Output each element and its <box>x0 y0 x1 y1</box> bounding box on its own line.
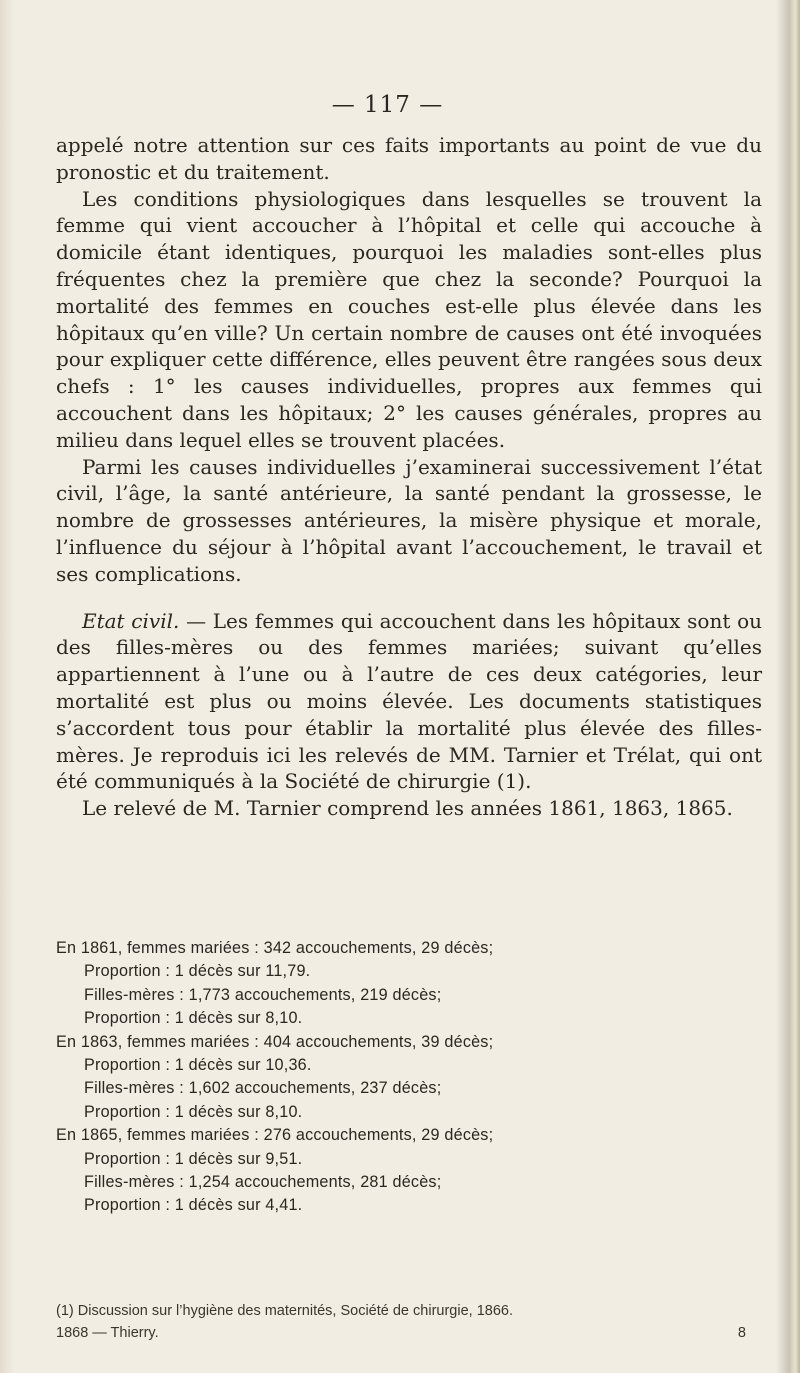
stat-line-1863-mariees: En 1863, femmes mariées : 404 accouchements, 39 décès; <box>56 1032 494 1051</box>
stat-line-proportion: Proportion : 1 décès sur 8,10. <box>84 1009 303 1028</box>
stat-line-1861-mariees: En 1861, femmes mariées : 342 accouchements, 29 décès; <box>56 939 494 957</box>
paragraph-causes-individuelles: Parmi les causes individuelles j’examinerai successivement l’état civil, l’âge, la santé antérieure, la santé pendant la grossesse, le nombre de grossesses antérieures, la misère physique et morale, l’influence du séjour à l’hôpital avant l’accouchement, le travail et ses complications. <box>56 454 762 586</box>
stat-line-filles-meres: Filles-mères : 1,773 accouchements, 219 décès; <box>84 985 442 1004</box>
printer-mark: 1868 — Thierry. <box>56 1325 159 1341</box>
footnote-signature-row <box>56 1322 746 1344</box>
paragraph-etat-civil <box>56 608 762 796</box>
signature-number: 8 <box>737 1325 746 1341</box>
footnote <box>56 1300 756 1344</box>
page-number: — 117 — <box>331 92 444 118</box>
paragraph-continuation: appelé notre attention sur ces faits importants au point de vue du pronostic et du traitement. <box>56 133 762 184</box>
stat-line-filles-meres: Filles-mères : 1,254 accouchements, 281 décès; <box>84 1173 442 1192</box>
stat-line-proportion: Proportion : 1 décès sur 11,79. <box>84 962 311 981</box>
body-text <box>56 132 762 822</box>
footnote-citation: (1) Discussion sur l’hygiène des maternités, Société de chirurgie, 1866. <box>56 1303 513 1319</box>
stat-line-proportion: Proportion : 1 décès sur 10,36. <box>84 1056 312 1075</box>
stat-line-filles-meres: Filles-mères : 1,602 accouchements, 237 décès; <box>84 1079 442 1098</box>
stat-line-1865-mariees: En 1865, femmes mariées : 276 accouchements, 29 décès; <box>56 1126 494 1145</box>
page-edge-shadow <box>776 0 800 1373</box>
paragraph-conditions: Les conditions physiologiques dans lesquelles se trouvent la femme qui vient accoucher à l’hôpital et celle qui accouche à domicile étant identiques, pourquoi les maladies sont-elles plus fréquentes chez la première que chez la seconde? Pourquoi la mortalité des femmes en couches est-elle plus élevée dans les hôpitaux qu’en ville? Un certain nombre de causes ont été invoquées pour expliquer cette différence, elles peuvent être rangées sous deux chefs : 1° les causes individuelles, propres aux femmes qui accouchent dans les hôpitaux; 2° les causes générales, propres au milieu dans lequel elles se trouvent placées. <box>56 186 762 452</box>
section-lead-etat-civil: Etat civil. <box>82 608 180 633</box>
stat-line-proportion: Proportion : 1 décès sur 4,41. <box>84 1196 303 1215</box>
etat-civil-text: — Les femmes qui accouchent dans les hôpitaux sont ou des filles-mères ou des femmes mariées; suivant qu’elles appartiennent à l’une ou à l’autre de ces deux catégories, leur mortalité est plus ou moins élevée. Les documents statistiques s’accordent tous pour établir la mortalité plus élevée des filles-mères. Je reproduis ici les relevés de MM. Tarnier et Trélat, qui ont été communiqués à la Société de chirurgie (1). <box>56 608 762 794</box>
paragraph-releve-tarnier: Le relevé de M. Tarnier comprend les années 1861, 1863, 1865. <box>82 796 733 821</box>
page-gutter-shadow <box>0 0 14 1373</box>
stat-line-proportion: Proportion : 1 décès sur 8,10. <box>84 1102 303 1121</box>
stat-line-proportion: Proportion : 1 décès sur 9,51. <box>84 1149 303 1168</box>
statistics-block <box>56 937 762 1218</box>
